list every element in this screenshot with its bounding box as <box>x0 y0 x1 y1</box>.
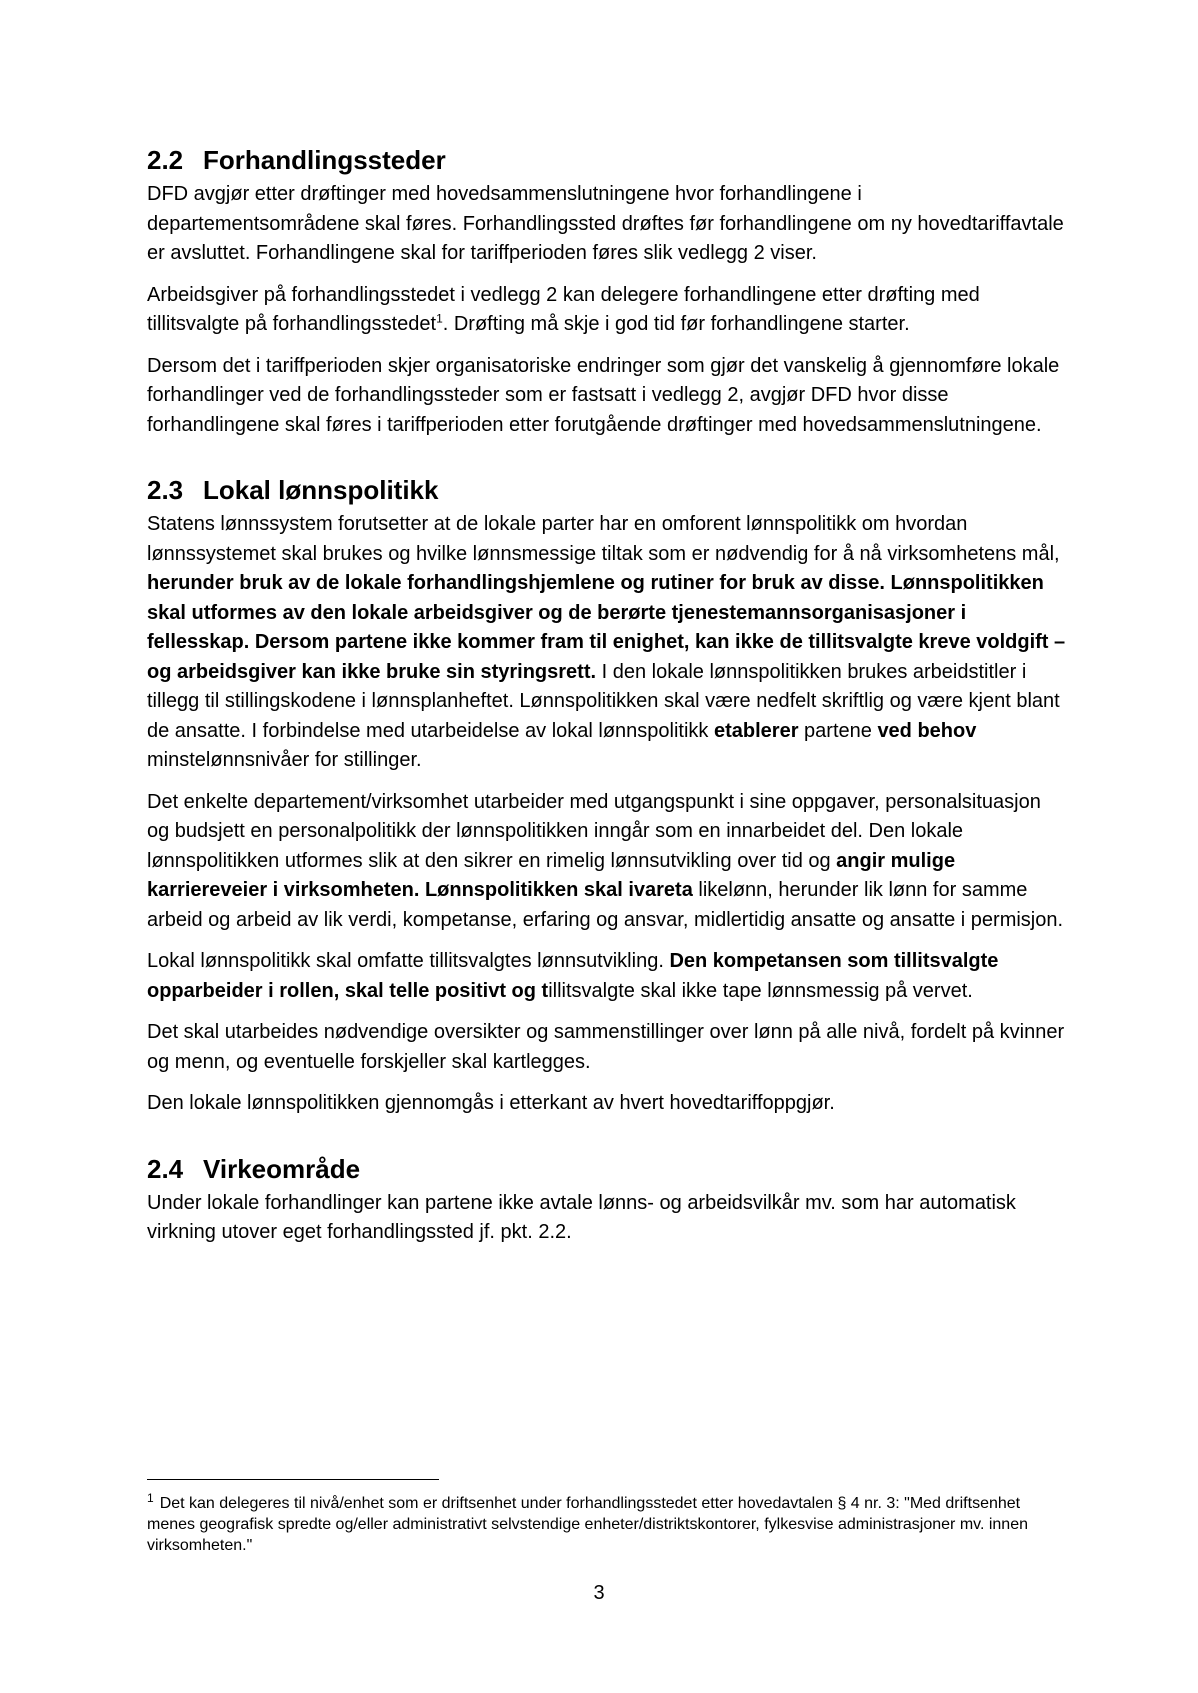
page-content <box>147 142 1067 1248</box>
section-number: 2.4 <box>147 1153 184 1184</box>
paragraph: Dersom det i tariffperioden skjer organisatoriske endringer som gjør det vanskelig å gjennomføre lokale forhandlinger ved de forhandlingssteder som er fastsatt i vedlegg 2, avgjør DFD hvor disse forhandlingene skal føres i tariffperioden etter forutgående drøftinger med hovedsammenslutningene. <box>147 354 1060 436</box>
section-number: 2.2 <box>147 145 184 175</box>
footnote-mark: 1 <box>147 1491 154 1505</box>
bold-text: Den kompetansen som tillitsvalgte opparbeider i rollen, skal telle positivt og t <box>147 950 999 1002</box>
paragraph-text: minstelønnsnivåer for stillinger. <box>147 749 422 771</box>
page-number: 3 <box>593 1582 605 1604</box>
section-2-3 <box>147 472 1067 1119</box>
section-heading <box>147 1151 1067 1187</box>
bold-text: herunder bruk av de lokale forhandlingshjemlene og rutiner for bruk av disse. Lønnspolitikken skal utformes av den lokale arbeidsgiver og de berørte tjenestemannsorganisasjoner i fellesskap. Dersom partene ikke kommer fram til enighet, kan ikke de tillitsvalgte kreve voldgift – og arbeidsgiver kan ikke bruke sin styringsrett. <box>147 572 1066 683</box>
paragraph-text: . Drøfting må skje i god tid før forhandlingene starter. <box>442 313 910 335</box>
footnote-reference[interactable]: 1 <box>436 311 443 326</box>
paragraph-text: Statens lønnssystem forutsetter at de lokale parter har en omforent lønnspolitikk om hvordan lønnssystemet skal brukes og hvilke lønnsmessige tiltak som er nødvendig for å nå virksomhetens mål, <box>147 513 1060 565</box>
paragraph-text: illitsvalgte skal ikke tape lønnsmessig på vervet. <box>548 979 973 1002</box>
paragraph-text: I den lokale lønnspolitikken brukes arbeidstitler i tillegg til stillingskodene i lønnsplanheftet. Lønnspolitikken skal være nedfelt skriftlig og være kjent blant de ansatte. I forbindelse med utarbeidelse av lokal lønnspolitikk <box>147 660 1060 742</box>
paragraph-text: Det enkelte departement/virksomhet utarbeider med utgangspunkt i sine oppgaver, personalsituasjon og budsjett en personalpolitikk der lønnspolitikken inngår som en innarbeidet del. Den lokale lønnspolitikken utformes slik at den sikrer en rimelig lønnsutvikling over tid og <box>147 790 1041 872</box>
paragraph <box>147 788 1067 936</box>
footnote <box>147 1493 1067 1556</box>
paragraph-text: Arbeidsgiver på forhandlingsstedet i vedlegg 2 kan delegere forhandlingene etter drøfting med tillitsvalgte på forhandlingsstedet <box>147 283 980 335</box>
footnote-text: Det kan delegeres til nivå/enhet som er driftsenhet under forhandlingsstedet etter hovedavtalen § 4 nr. 3: "Med driftsenhet menes geografisk spredte og/eller administrativt selvstendige enheter/distriktskontorer, fylkesvise administrasjoner mv. innen virksomheten." <box>147 1495 1028 1554</box>
section-heading <box>147 472 1067 508</box>
paragraph: Det skal utarbeides nødvendige oversikter og sammenstillinger over lønn på alle nivå, fordelt på kvinner og menn, og eventuelle forskjeller skal kartlegges. <box>147 1021 1065 1073</box>
section-number: 2.3 <box>147 475 184 505</box>
paragraph-text: Lokal lønnspolitikk skal omfatte tillitsvalgtes lønnsutvikling. <box>147 950 670 972</box>
bold-text: ved behov <box>877 719 977 742</box>
paragraph <box>147 281 1067 340</box>
section-title: Lokal lønnspolitikk <box>203 475 439 505</box>
paragraph-text: likelønn, herunder lik lønn for samme arbeid og arbeid av lik verdi, kompetanse, erfaring og ansvar, midlertidig ansatte og ansatte i permisjon. <box>147 879 1064 931</box>
footnote-separator <box>147 1479 439 1480</box>
paragraph-text: partene <box>798 719 878 742</box>
paragraph: Under lokale forhandlinger kan partene ikke avtale lønns- og arbeidsvilkår mv. som har automatisk virkning utover eget forhandlingssted jf. pkt. 2.2. <box>147 1191 1016 1243</box>
section-2-4 <box>147 1151 1067 1248</box>
paragraph: Den lokale lønnspolitikken gjennomgås i etterkant av hvert hovedtariffoppgjør. <box>147 1092 835 1114</box>
section-title: Virkeområde <box>203 1153 361 1184</box>
paragraph: DFD avgjør etter drøftinger med hovedsammenslutningene hvor forhandlingene i departementsområdene skal føres. Forhandlingssted drøftes før forhandlingene om ny hovedtariffavtale er avsluttet. Forhandlingene skal for tariffperioden føres slik vedlegg 2 viser. <box>147 183 1064 264</box>
paragraph <box>147 947 1067 1006</box>
bold-text: etablerer <box>713 719 799 742</box>
section-title: Forhandlingssteder <box>203 145 446 175</box>
paragraph <box>147 510 1067 776</box>
bold-text: angir mulige karriereveier i virksomheten. Lønnspolitikken skal ivareta <box>147 849 956 901</box>
section-2-2 <box>147 142 1067 440</box>
section-heading <box>147 142 1067 178</box>
